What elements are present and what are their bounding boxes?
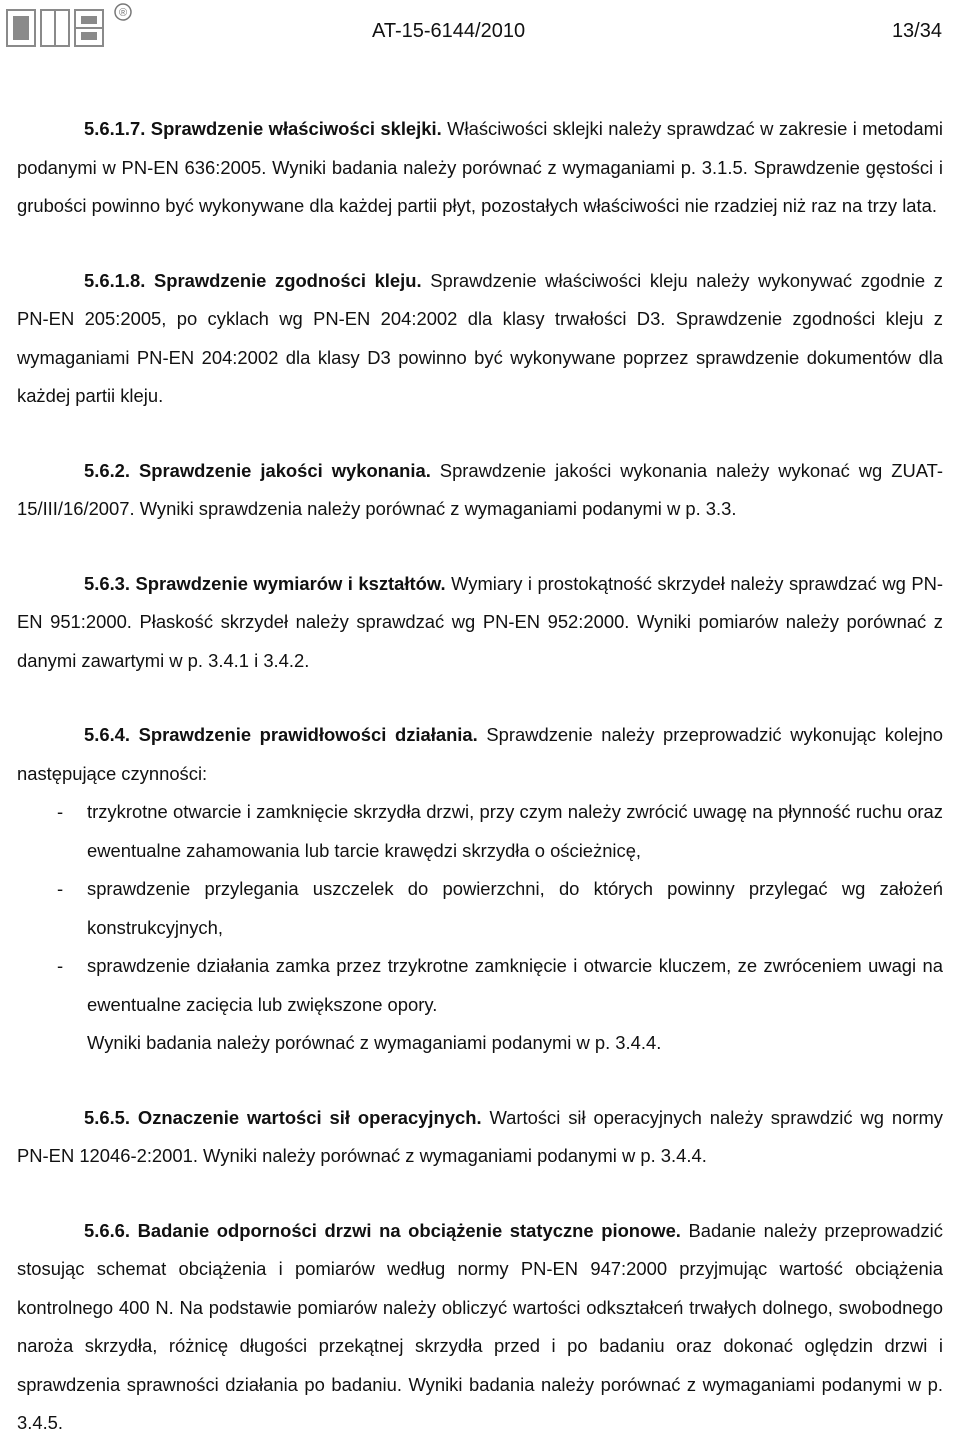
section-heading: Sprawdzenie wymiarów i kształtów. — [135, 572, 446, 594]
list-dash: - — [57, 801, 64, 822]
section-text: Sprawdzenie jakości wykonania należy wykonać wg ZUAT-15/III/16/2007. Wyniki sprawdzenia należy porównać z wymaganiami podanymi w p. 3.3. — [17, 459, 943, 519]
section-number: 5.6.5. — [84, 1106, 131, 1128]
section-text: Sprawdzenie właściwości kleju należy wykonywać zgodnie z PN-EN 205:2005, po cyklach wg PN-EN 204:2002 dla klasy trwałości D3. Sprawdzenie zgodności kleju z wymaganiami PN-EN 204:2002 dla klasy D3 powinno być wykonywane poprzez sprawdzenie dokumentów dla każdej partii kleju. — [17, 269, 943, 406]
section-5-6-1-8 — [17, 262, 943, 416]
section-text: Wymiary i prostokątność skrzydeł należy sprawdzać wg PN-EN 951:2000. Płaskość skrzydeł należy sprawdzać wg PN-EN 952:2000. Wyniki pomiarów należy porównać z danymi zawartymi w p. 3.4.1 i 3.4.2. — [17, 572, 943, 671]
section-text: Badanie należy przeprowadzić stosując schemat obciążenia i pomiarów według normy PN-EN 947:2000 przyjmując wartość obciążenia kontrolnego 400 N. Na podstawie pomiarów należy obliczyć wartości odkształceń trwałych dolnego, swobodnego naroża skrzydła, różnicę długości przekątnej skrzydła przed i po badaniu oraz dokonać oględzin drzwi i sprawdzenia sprawności działania po badaniu. Wyniki badania należy porównać z wymaganiami podanymi w p. 3.4.5. — [17, 1219, 943, 1433]
section-heading: Sprawdzenie prawidłowości działania. — [138, 724, 478, 745]
section-number: 5.6.4. — [84, 724, 131, 745]
page-header — [0, 0, 960, 62]
section-number: 5.6.3. — [84, 572, 131, 594]
section-number: 5.6.1.8. — [84, 269, 146, 291]
list-item-text: sprawdzenie działania zamka przez trzykrotne zamknięcie i otwarcie kluczem, ze zwróceniem uwagi na ewentualne zacięcia lub zwiększone opory. — [87, 955, 943, 1015]
section-text: Wartości sił operacyjnych należy sprawdzić wg normy PN-EN 12046-2:2001. Wyniki należy porównać z wymaganiami podanymi w p. 3.4.4. — [17, 1106, 943, 1166]
section-heading: Badanie odporności drzwi na obciążenie statyczne pionowe. — [137, 1219, 681, 1241]
section-text: Sprawdzenie należy przeprowadzić wykonując kolejno następujące czynności: — [17, 724, 943, 784]
section-5-6-6 — [17, 1212, 943, 1443]
section-heading: Sprawdzenie zgodności kleju. — [153, 269, 422, 291]
section-heading: Sprawdzenie właściwości sklejki. — [150, 118, 442, 139]
list-dash: - — [57, 878, 64, 899]
section-heading: Sprawdzenie jakości wykonania. — [138, 459, 431, 481]
section-number: 5.6.1.7. — [84, 118, 146, 139]
section-5-6-2 — [17, 452, 943, 529]
section-5-6-1-7 — [17, 110, 943, 226]
list-item-text: sprawdzenie przylegania uszczelek do powierzchni, do których powinny przylegać wg założeń konstrukcyjnych, — [87, 878, 943, 938]
results-note: Wyniki badania należy porównać z wymaganiami podanymi w p. 3.4.4. — [87, 1032, 662, 1053]
section-number: 5.6.2. — [84, 459, 131, 481]
section-text: Właściwości sklejki należy sprawdzać w zakresie i metodami podanymi w PN-EN 636:2005. Wyniki badania należy porównać z wymaganiami p. 3.1.5. Sprawdzenie gęstości i grubości powinno być wykonywane dla każdej partii płyt, pozostałych właściwości nie rzadziej niż raz na trzy lata. — [17, 118, 943, 216]
section-heading: Oznaczenie wartości sił operacyjnych. — [137, 1106, 482, 1128]
document-id: AT-15-6144/2010 — [372, 20, 526, 42]
section-5-6-3 — [17, 565, 943, 681]
list-dash: - — [57, 955, 64, 976]
itb-logo — [5, 2, 135, 48]
document-body — [17, 110, 943, 1443]
section-5-6-4 — [17, 716, 943, 793]
page-number: 13/34 — [891, 20, 942, 42]
registered-mark: ® — [118, 7, 128, 19]
list-item — [17, 870, 943, 947]
checklist — [17, 793, 943, 1024]
list-item — [17, 947, 943, 1024]
list-item — [17, 793, 943, 870]
list-item-text: trzykrotne otwarcie i zamknięcie skrzydła drzwi, przy czym należy zwrócić uwagę na płynność ruchu oraz ewentualne zahamowania lub tarcie krawędzi skrzydła o ościeżnicę, — [87, 801, 943, 861]
section-number: 5.6.6. — [84, 1219, 131, 1241]
section-5-6-5 — [17, 1099, 943, 1176]
